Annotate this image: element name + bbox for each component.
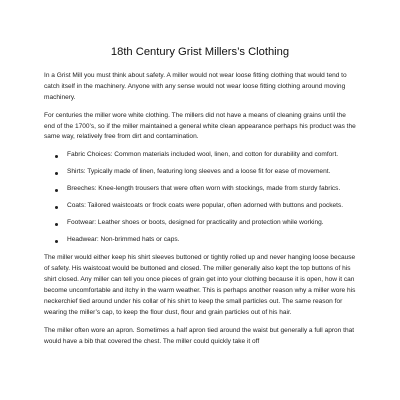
document-title: 18th Century Grist Millers’s Clothing — [110, 46, 290, 58]
bullet-dot-icon — [55, 172, 58, 175]
bullet-item-headwear — [44, 235, 356, 246]
intro-paragraph-white-clothing: For centuries the miller wore white clothing. The millers did not have a means of cleaning grains until the end of the 1700’s, so if the miller maintained a general white clean appearance perhaps his product was the same way, relatively free from dirt and contamination. — [44, 111, 356, 141]
bullet-item-fabric — [44, 150, 356, 161]
bullet-text: Coats: Tailored waistcoats or frock coats were popular, often adorned with buttons and pockets. — [67, 202, 344, 210]
bullet-item-breeches — [44, 184, 356, 195]
bullet-text: Fabric Choices: Common materials included wool, linen, and cotton for durability and comfort. — [67, 151, 339, 159]
bullet-dot-icon — [55, 223, 58, 226]
bullet-text: Shirts: Typically made of linen, featuring long sleeves and a loose fit for ease of movement. — [67, 168, 331, 176]
bullet-item-coats — [44, 201, 356, 212]
bullet-dot-icon — [55, 189, 58, 192]
bullet-item-footwear — [44, 218, 356, 229]
body-paragraph-buttons: The miller would either keep his shirt sleeves buttoned or tightly rolled up and never hanging loose because of safety. His waistcoat would be buttoned and closed. The miller generally also kept the top buttons of his shirt closed. Any miller can tell you once pieces of grain get into your clothing because it is open, how it can become uncomfortable and itchy in the warm weather. This is perhaps another reason why a miller wore his neckerchief tied around under his collar of his shirt to keep the small particles out. The same reason for wearing the miller’s cap, to keep the flour dust, flour and grain particles out of his hair. — [44, 254, 356, 317]
bullet-text: Breeches: Knee-length trousers that were often worn with stockings, made from sturdy fabrics. — [67, 185, 341, 193]
clothing-bullet-list — [44, 150, 356, 246]
bullet-text: Footwear: Leather shoes or boots, designed for practicality and protection while working. — [67, 219, 324, 227]
bullet-item-shirts — [44, 167, 356, 178]
bullet-dot-icon — [55, 155, 58, 158]
intro-paragraph-safety: In a Grist Mill you must think about safety. A miller would not wear loose fitting clothing that would tend to catch itself in the machinery. Anyone with any sense would not wear loose fitting clothing around moving machinery. — [44, 71, 347, 101]
bullet-dot-icon — [55, 206, 58, 209]
bullet-text: Headwear: Non-brimmed hats or caps. — [67, 236, 180, 244]
body-paragraph-apron: The miller often wore an apron. Sometimes a half apron tied around the waist but generally a full apron that would have a bib that covered the chest. The miller could quickly take it off — [44, 327, 355, 346]
bullet-dot-icon — [55, 240, 58, 243]
